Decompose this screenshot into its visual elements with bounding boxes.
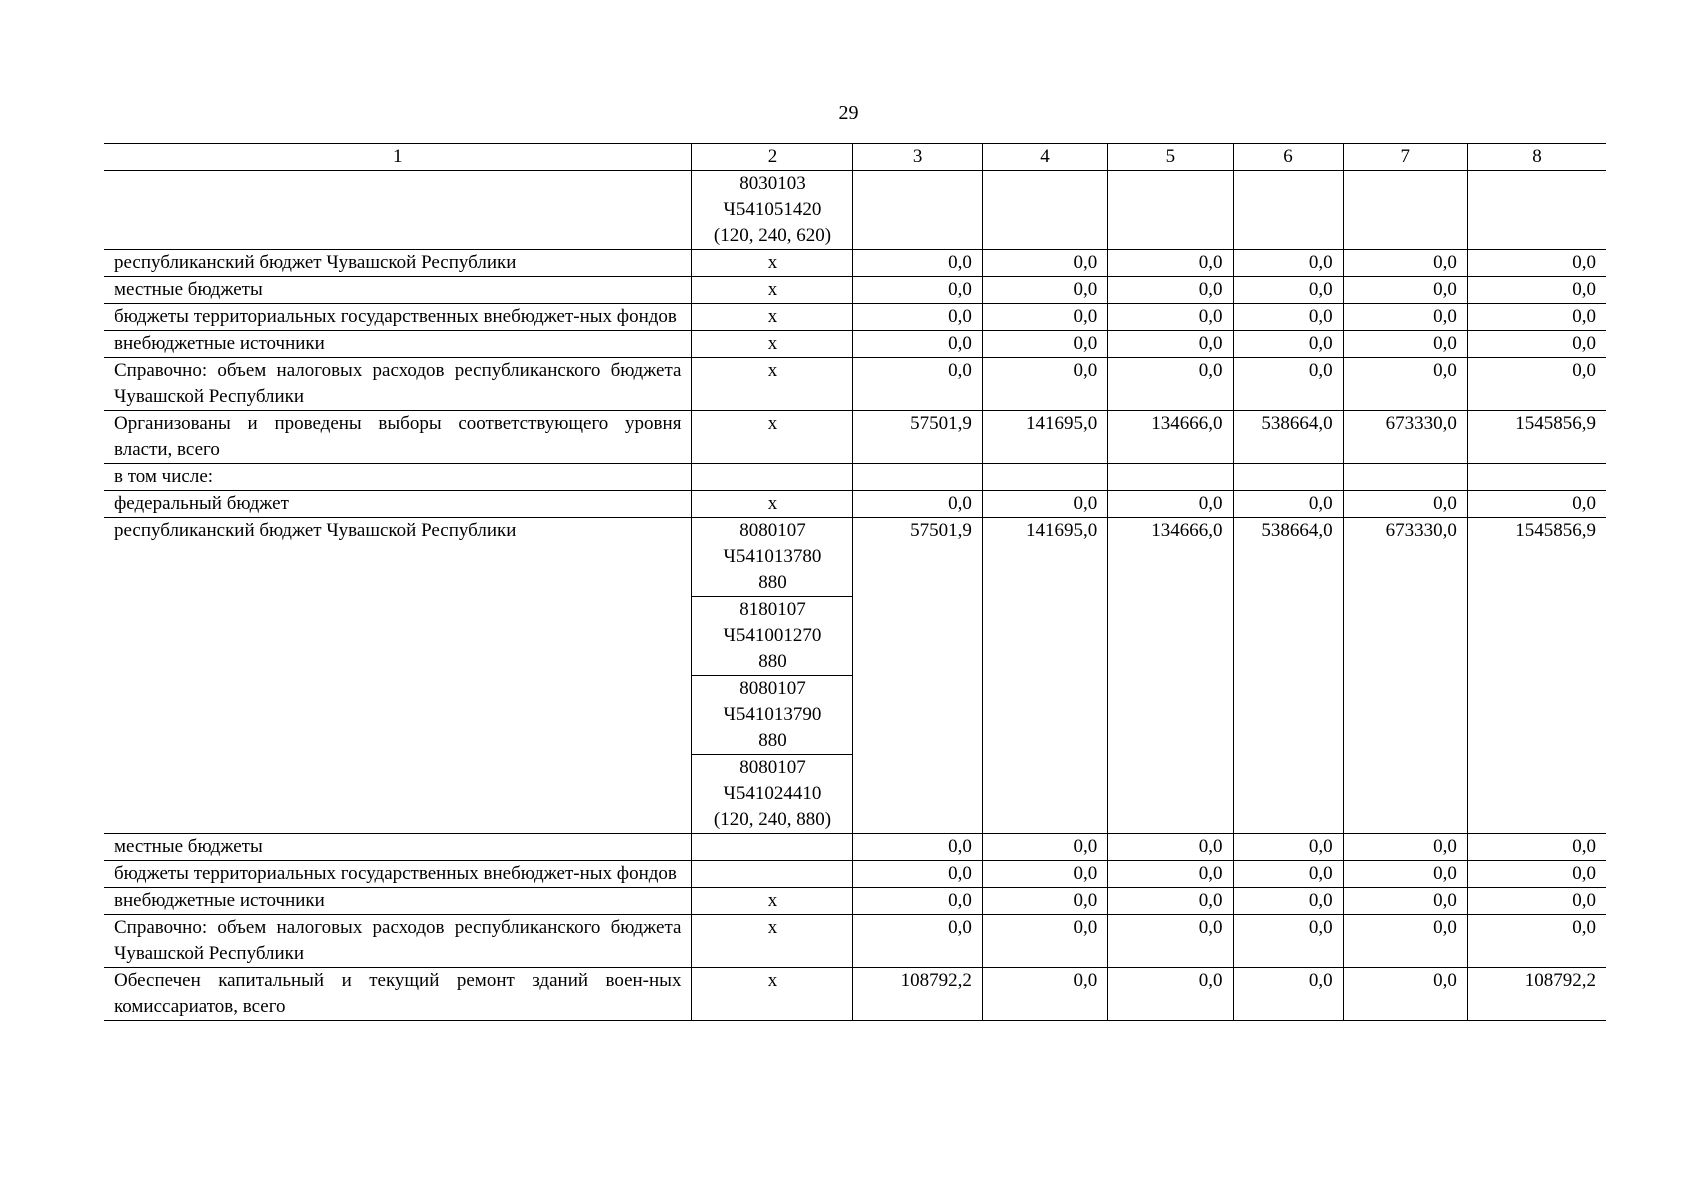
table-row (104, 250, 1606, 277)
value-cell: 0,0 (1467, 888, 1606, 915)
header-cell: 6 (1233, 144, 1343, 171)
code-line: 8030103 (739, 173, 806, 194)
value-cell (982, 464, 1107, 491)
value-cell: 0,0 (1108, 915, 1233, 968)
value-cell: 0,0 (1343, 491, 1467, 518)
value-cell: 0,0 (853, 888, 982, 915)
code-cell: х (692, 304, 853, 331)
code-line: (120, 240, 880) (713, 809, 832, 830)
header-cell: 2 (692, 144, 853, 171)
table-row (104, 915, 1606, 968)
table-row (104, 331, 1606, 358)
value-cell: 0,0 (1343, 277, 1467, 304)
value-cell: 0,0 (1108, 277, 1233, 304)
code-cell: х (692, 277, 853, 304)
value-cell: 0,0 (853, 277, 982, 304)
value-cell: 108792,2 (1467, 968, 1606, 1021)
table-row (104, 304, 1606, 331)
row-description: республиканский бюджет Чувашской Республики (104, 250, 692, 277)
row-description: Справочно: объем налоговых расходов республиканского бюджета Чувашской Республики (104, 358, 692, 411)
code-line: 8080107 (739, 678, 806, 699)
value-cell: 0,0 (853, 915, 982, 968)
code-cell (692, 861, 853, 888)
value-cell: 1545856,9 (1467, 411, 1606, 464)
code-line: Ч541013790 (723, 704, 822, 725)
value-cell (1108, 171, 1233, 250)
value-cell: 0,0 (1233, 331, 1343, 358)
budget-table (104, 143, 1606, 1021)
value-cell: 0,0 (1467, 358, 1606, 411)
row-description: Организованы и проведены выборы соответствующего уровня власти, всего (104, 411, 692, 464)
code-cell: х (692, 888, 853, 915)
value-cell: 134666,0 (1108, 411, 1233, 464)
row-description-continuation (104, 597, 692, 676)
value-cell: 0,0 (853, 358, 982, 411)
value-cell (1233, 464, 1343, 491)
value-cell: 108792,2 (853, 968, 982, 1021)
value-cell: 0,0 (1233, 834, 1343, 861)
value-cell: 0,0 (1343, 304, 1467, 331)
header-cell: 7 (1343, 144, 1467, 171)
value-cell (1467, 464, 1606, 491)
value-cell: 0,0 (982, 888, 1107, 915)
row-description-continuation (104, 676, 692, 755)
value-cell: 141695,0 (982, 411, 1107, 464)
code-cell (692, 676, 853, 755)
table-row (104, 277, 1606, 304)
value-cell: 0,0 (1343, 888, 1467, 915)
code-line: Ч541024410 (723, 783, 822, 804)
value-cell (1343, 464, 1467, 491)
header-cell: 8 (1467, 144, 1606, 171)
row-description: бюджеты территориальных государственных внебюджет-ных фондов (104, 861, 692, 888)
value-cell: 0,0 (1343, 861, 1467, 888)
value-cell: 0,0 (1467, 304, 1606, 331)
code-cell: х (692, 491, 853, 518)
code-cell (692, 464, 853, 491)
value-cell: 0,0 (982, 968, 1107, 1021)
value-cell: 0,0 (982, 861, 1107, 888)
code-cell (692, 755, 853, 834)
value-cell: 0,0 (1467, 331, 1606, 358)
code-cell: х (692, 968, 853, 1021)
value-cell: 0,0 (853, 491, 982, 518)
code-line: 8180107 (739, 599, 806, 620)
row-description: внебюджетные источники (104, 331, 692, 358)
table-row (104, 968, 1606, 1021)
value-cell: 0,0 (1467, 277, 1606, 304)
table-row (104, 888, 1606, 915)
code-line: Ч541013780 (723, 546, 822, 567)
row-description: бюджеты территориальных государственных внебюджет-ных фондов (104, 304, 692, 331)
value-cell (1233, 171, 1343, 250)
code-line: 8080107 (739, 520, 806, 541)
table-row (104, 171, 1606, 250)
code-line: 880 (758, 572, 787, 593)
table-row (104, 464, 1606, 491)
value-cell (982, 171, 1107, 250)
table-row (104, 411, 1606, 464)
table-header-row (104, 144, 1606, 171)
row-description: Обеспечен капитальный и текущий ремонт зданий воен-ных комиссариатов, всего (104, 968, 692, 1021)
value-cell: 0,0 (853, 304, 982, 331)
value-cell: 0,0 (1343, 331, 1467, 358)
row-description: в том числе: (104, 464, 692, 491)
value-cell: 0,0 (1233, 968, 1343, 1021)
table-row (104, 358, 1606, 411)
value-cell: 0,0 (853, 834, 982, 861)
value-cell: 0,0 (1108, 968, 1233, 1021)
value-cell: 0,0 (853, 250, 982, 277)
table-row (104, 491, 1606, 518)
row-description: республиканский бюджет Чувашской Республики (104, 518, 692, 597)
value-cell: 0,0 (1233, 861, 1343, 888)
value-cell: 0,0 (1233, 491, 1343, 518)
header-cell: 4 (982, 144, 1107, 171)
code-cell: х (692, 358, 853, 411)
value-cell: 538664,0 (1233, 518, 1343, 834)
row-description: Справочно: объем налоговых расходов республиканского бюджета Чувашской Республики (104, 915, 692, 968)
value-cell: 0,0 (1108, 491, 1233, 518)
row-description: местные бюджеты (104, 834, 692, 861)
value-cell (1108, 464, 1233, 491)
header-cell: 5 (1108, 144, 1233, 171)
value-cell: 0,0 (1108, 834, 1233, 861)
value-cell: 0,0 (1108, 888, 1233, 915)
row-description: федеральный бюджет (104, 491, 692, 518)
value-cell (853, 464, 982, 491)
value-cell: 0,0 (982, 304, 1107, 331)
code-line: 880 (758, 730, 787, 751)
value-cell (853, 171, 982, 250)
code-cell: х (692, 915, 853, 968)
code-cell: х (692, 250, 853, 277)
value-cell: 0,0 (1233, 304, 1343, 331)
value-cell: 0,0 (982, 250, 1107, 277)
value-cell: 0,0 (1108, 861, 1233, 888)
value-cell: 0,0 (1467, 250, 1606, 277)
value-cell: 0,0 (982, 331, 1107, 358)
table-row (104, 834, 1606, 861)
row-description-continuation (104, 755, 692, 834)
value-cell: 57501,9 (853, 411, 982, 464)
value-cell: 0,0 (1343, 358, 1467, 411)
code-cell (692, 518, 853, 597)
code-line: Ч541001270 (723, 625, 822, 646)
value-cell: 1545856,9 (1467, 518, 1606, 834)
value-cell: 0,0 (1108, 331, 1233, 358)
value-cell: 673330,0 (1343, 411, 1467, 464)
code-line: 8080107 (739, 757, 806, 778)
value-cell: 0,0 (1233, 277, 1343, 304)
code-line: (120, 240, 620) (713, 225, 832, 246)
value-cell: 0,0 (1467, 915, 1606, 968)
value-cell: 141695,0 (982, 518, 1107, 834)
code-line: Ч541051420 (723, 199, 822, 220)
value-cell: 0,0 (982, 834, 1107, 861)
value-cell: 0,0 (1343, 968, 1467, 1021)
value-cell: 0,0 (982, 915, 1107, 968)
header-cell: 1 (104, 144, 692, 171)
code-cell (692, 834, 853, 861)
value-cell: 0,0 (1343, 915, 1467, 968)
value-cell: 0,0 (1233, 250, 1343, 277)
code-cell (692, 171, 853, 250)
value-cell: 0,0 (1108, 250, 1233, 277)
value-cell: 0,0 (1343, 250, 1467, 277)
value-cell: 0,0 (1233, 358, 1343, 411)
row-description: внебюджетные источники (104, 888, 692, 915)
row-description: местные бюджеты (104, 277, 692, 304)
table-row (104, 518, 1606, 597)
row-description (104, 171, 692, 250)
value-cell: 0,0 (1467, 861, 1606, 888)
value-cell: 0,0 (853, 861, 982, 888)
table-row (104, 861, 1606, 888)
code-cell: х (692, 331, 853, 358)
value-cell: 0,0 (1467, 834, 1606, 861)
code-cell (692, 597, 853, 676)
value-cell: 0,0 (1233, 888, 1343, 915)
value-cell: 0,0 (1233, 915, 1343, 968)
value-cell: 0,0 (982, 277, 1107, 304)
value-cell: 0,0 (982, 491, 1107, 518)
code-cell: х (692, 411, 853, 464)
value-cell: 57501,9 (853, 518, 982, 834)
value-cell: 0,0 (1343, 834, 1467, 861)
value-cell: 538664,0 (1233, 411, 1343, 464)
value-cell: 0,0 (982, 358, 1107, 411)
value-cell: 134666,0 (1108, 518, 1233, 834)
value-cell: 0,0 (1108, 304, 1233, 331)
code-line: 880 (758, 651, 787, 672)
page-number: 29 (838, 102, 859, 124)
header-cell: 3 (853, 144, 982, 171)
value-cell: 0,0 (1467, 491, 1606, 518)
value-cell: 0,0 (1108, 358, 1233, 411)
value-cell: 673330,0 (1343, 518, 1467, 834)
value-cell: 0,0 (853, 331, 982, 358)
value-cell (1467, 171, 1606, 250)
value-cell (1343, 171, 1467, 250)
